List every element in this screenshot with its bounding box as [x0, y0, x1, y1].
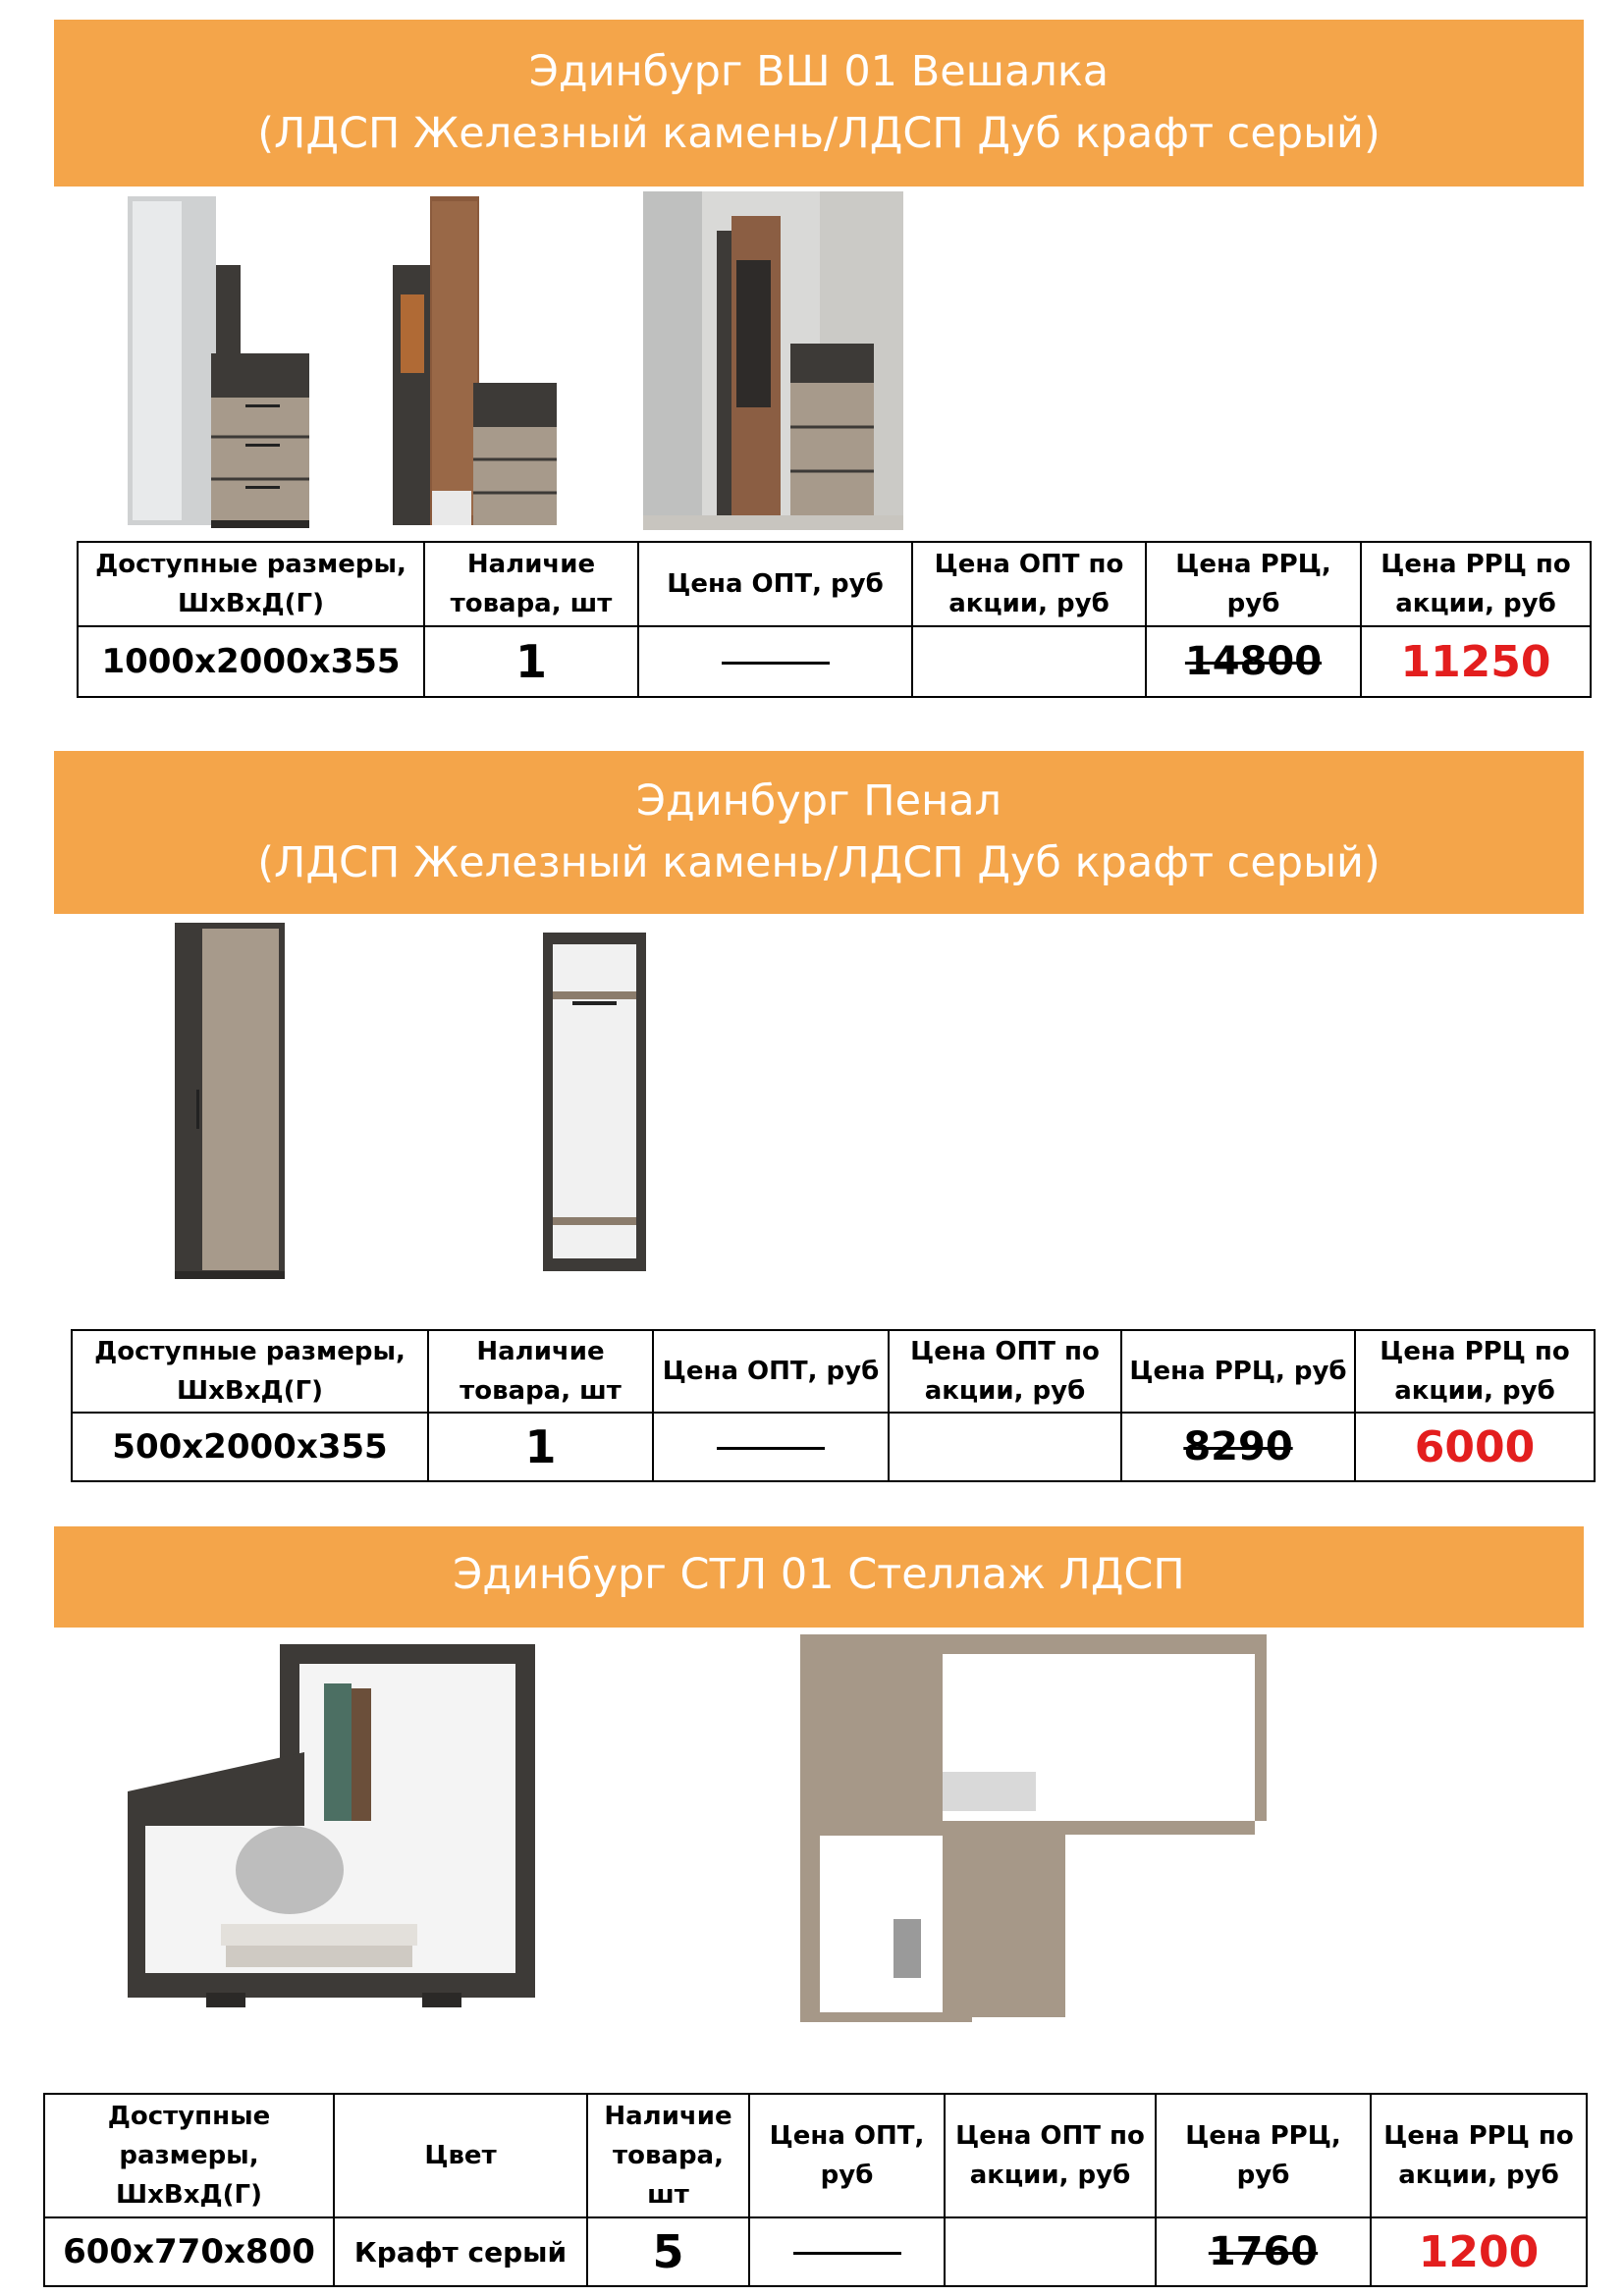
cell-rrc-promo: [1355, 1413, 1595, 1481]
shelf-oak-product-image: [800, 1634, 1267, 2022]
shelf-dark-product-image: [128, 1644, 540, 2017]
section-1-title-banner: [54, 20, 1584, 187]
cell-size: 1000х2000х355: [78, 626, 424, 697]
cell-rrc-price: [1146, 626, 1361, 697]
section-2-title-banner: [54, 751, 1584, 914]
old-price: 1760: [1208, 2229, 1319, 2274]
cell-rrc-price: [1156, 2217, 1371, 2286]
cell-size: 500х2000х355: [72, 1413, 428, 1481]
empty-dash: [793, 2252, 901, 2255]
empty-dash: [717, 1447, 825, 1450]
old-price: 14800: [1184, 639, 1323, 684]
header-opt-promo: Цена ОПТ по акции, руб: [945, 2094, 1156, 2217]
section-3-title: Эдинбург СТЛ 01 Стеллаж ЛДСП: [453, 1550, 1185, 1599]
section-2-subtitle: (ЛДСП Железный камень/ЛДСП Дуб крафт серый): [257, 838, 1380, 887]
header-color: Цвет: [334, 2094, 587, 2217]
cell-opt-promo: [912, 626, 1146, 697]
promo-price: 1200: [1418, 2226, 1540, 2277]
section-1-title: Эдинбург ВШ 01 Вешалка: [528, 47, 1110, 96]
header-rrc-promo: Цена РРЦ по акции, руб: [1355, 1330, 1595, 1413]
cell-opt-promo: [889, 1413, 1121, 1481]
wardrobe-open-product-image: [543, 933, 651, 1276]
cell-opt-price: [638, 626, 912, 697]
header-stock: Наличие товара, шт: [424, 542, 638, 626]
section-1-subtitle: (ЛДСП Железный камень/ЛДСП Дуб крафт серый): [257, 109, 1380, 158]
header-stock: Наличие товара, шт: [587, 2094, 749, 2217]
header-opt-price: Цена ОПТ, руб: [653, 1330, 889, 1413]
old-price: 8290: [1183, 1424, 1293, 1469]
hallway-interior-photo: [643, 191, 903, 530]
cell-rrc-promo: [1371, 2217, 1587, 2286]
header-rrc-promo: Цена РРЦ по акции, руб: [1371, 2094, 1587, 2217]
cell-opt-promo: [945, 2217, 1156, 2286]
header-opt-price: Цена ОПТ, руб: [749, 2094, 945, 2217]
header-sizes: Доступные размеры, ШхВхД(Г): [44, 2094, 334, 2217]
wardrobe-closed-product-image: [175, 923, 288, 1281]
cell-stock: 1: [428, 1413, 653, 1481]
header-opt-promo: Цена ОПТ по акции, руб: [889, 1330, 1121, 1413]
header-rrc-price: Цена РРЦ, руб: [1121, 1330, 1355, 1413]
header-rrc-price: Цена РРЦ, руб: [1146, 542, 1361, 626]
header-opt-price: Цена ОПТ, руб: [638, 542, 912, 626]
header-sizes: Доступные размеры, ШхВхД(Г): [72, 1330, 428, 1413]
header-rrc-promo: Цена РРЦ по акции, руб: [1361, 542, 1591, 626]
cell-color: Крафт серый: [334, 2217, 587, 2286]
header-opt-promo: Цена ОПТ по акции, руб: [912, 542, 1146, 626]
cell-size: 600х770х800: [44, 2217, 334, 2286]
cell-opt-price: [653, 1413, 889, 1481]
section-3-spec-table: [43, 2093, 1588, 2287]
empty-dash: [722, 662, 830, 665]
header-rrc-price: Цена РРЦ, руб: [1156, 2094, 1371, 2217]
header-sizes: Доступные размеры, ШхВхД(Г): [78, 542, 424, 626]
section-1-spec-table: [77, 541, 1592, 698]
hallway-mirror-product-image: [128, 196, 314, 530]
section-2-title: Эдинбург Пенал: [635, 776, 1002, 826]
cell-rrc-price: [1121, 1413, 1355, 1481]
promo-price: 6000: [1414, 1421, 1536, 1472]
section-2-spec-table: [71, 1329, 1596, 1482]
hallway-open-product-image: [393, 196, 560, 530]
cell-rrc-promo: [1361, 626, 1591, 697]
header-stock: Наличие товара, шт: [428, 1330, 653, 1413]
cell-stock: 5: [587, 2217, 749, 2286]
cell-stock: 1: [424, 626, 638, 697]
cell-opt-price: [749, 2217, 945, 2286]
section-3-title-banner: [54, 1526, 1584, 1628]
promo-price: 11250: [1400, 636, 1551, 687]
